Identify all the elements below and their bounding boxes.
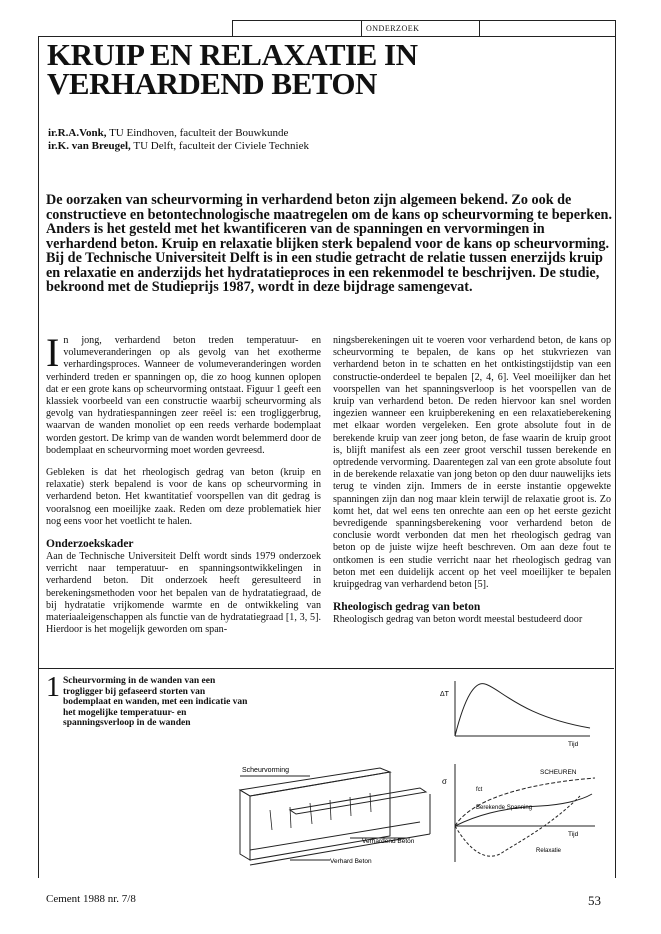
temperature-stress-graphs: [440, 676, 610, 866]
paragraph-text: n jong, verhardend beton treden temperatuur- en volumeveranderingen op als gevolg van het exotherme verhardingsproces. Wanneer de volumeveranderingen worden verhinderd treden er spanningen op, die zo hoog kunnen oplopen dat er een grote kans op scheurvorming ontstaat. Figuur 1 geeft een klassiek voorbeeld van een constructie waarbij scheurvorming als gevolg van hydratiespanningen zeer reëel is: een trogliggerbrug, waarvan de wanden monoliet op een reeds verharde bodemplaat worden gestort. De krimp van de wanden wordt belemmerd door de bodemplaat en scheurvorming moet worden gevreesd.: [46, 335, 321, 456]
subheading: Rheologisch gedrag van beton: [333, 601, 481, 614]
journal-footer: Cement 1988 nr. 7/8: [46, 893, 136, 905]
label-verhard-beton: Verhard Beton: [330, 858, 372, 865]
header-cell: [480, 21, 615, 36]
author-1-name: ir.R.A.Vonk,: [48, 127, 107, 139]
body-column-right: [333, 335, 611, 636]
page-number: 53: [588, 893, 601, 908]
graph2-relaxatie: Relaxatie: [536, 848, 562, 854]
author-2-affiliation: TU Delft, faculteit der Civiele Techniek: [133, 140, 309, 152]
graph2-berekende: Berekende Spanning: [476, 805, 533, 811]
stress-graph: [442, 764, 595, 862]
body-paragraph: [46, 330, 321, 457]
label-scheurvorming: Scheurvorming: [242, 767, 290, 774]
title-line-2: VERHARDEND BETON: [47, 66, 377, 101]
author-block: [48, 127, 568, 153]
body-paragraph: Gebleken is dat het rheologisch gedrag van beton (kruip en relaxatie) sterk bepalend is voor de kans op scheurvorming in verhardend beton. Het kwantitatief voorspellen van dit gedrag is vooralsnog een moeilijke zaak. Reden om deze problematiek hier nog eens voor het voetlicht te halen.: [46, 467, 321, 527]
title-line-1: KRUIP EN RELAXATIE IN: [47, 37, 418, 72]
drop-cap: I: [46, 330, 60, 375]
author-2-name: ir.K. van Breugel,: [48, 140, 131, 152]
label-verhardend-beton: Verhardend Beton: [362, 838, 415, 845]
section-label: ONDERZOEK: [362, 21, 480, 36]
body-paragraph: ningsberekeningen uit te voeren voor verhardend beton, de kans op scheurvorming te bepalen, de kans op het stukvriezen van verhardend beton in te schatten en het ontkistingstijdstip van een constructie-onderdeel te bepalen [2, 4, 6]. Veel moeilijker dan het voorspellen van het spanningsverloop is het voorspellen van de kruip van verhardend beton. De reden hiervoor kan snel worden ingezien wanneer een kruipberekening en een relaxatieberekening met elkaar worden vergeleken. Een grote absolute fout in de berekende kruip van zeer jong beton, de fase waarin de kruip groot is, blijft manifest als een zeer groot verschil tussen berekende en optredende vervorming. Daarentegen zal van een grote absolute fout in de berekende relaxatie van jong beton op den duur nauwelijks iets terug te vinden zijn. Immers de in eerste instantie opgewekte spanningen zijn dan nog maar klein terwijl de relaxatie groot is. Zo komt het, dat wel eens ten onrechte aan een op het eerste gezicht bevredigende spanningsberekening voor verhardend beton de conclusie wordt verbonden dat men het rheologisch gedrag van beton op de juiste wijze heeft beschreven. Om aan deze fout te ontkomen is een studie verricht naar het rheologisch gedrag van beton met een duidelijk accent op het veel moeilijker te bepalen kruipgedrag van verhardend beton [5].: [333, 335, 611, 591]
body-paragraph: Aan de Technische Universiteit Delft wordt sinds 1979 onderzoek verricht naar temperatuur- en spanningsontwikkelingen in verhardend beton. Dit onderzoek heeft geresulteerd in berekeningsmethoden voor het bepalen van de hydratatiegraad, de bij hydratatie vrijkomende warmte en de ontwikkeling van materiaaleigenschappen als functie van de hydratatiegraad [1, 3, 5]. Hierdoor is het mogelijk geworden om span-: [46, 551, 321, 636]
temperature-curve: [455, 684, 590, 736]
fct-curve: [455, 778, 595, 826]
author-2: [48, 140, 568, 153]
body-paragraph: Rheologisch gedrag van beton wordt meestal bestudeerd door: [333, 614, 583, 626]
graph2-ylabel: σ: [442, 777, 447, 786]
graph2-fct: fct: [476, 787, 483, 793]
figure-caption: Scheurvorming in de wanden van een trogligger bij gefaseerd storten van bodemplaat en wanden, met een indicatie van het mogelijke temperatuur- en spanningsverloop in de wanden: [63, 676, 248, 728]
subheading: Onderzoekskader: [46, 538, 134, 551]
graph1-xlabel: Tijd: [568, 741, 579, 748]
author-1: [48, 127, 568, 140]
trough-girder-drawing: [230, 750, 440, 875]
body-column-left: [46, 330, 321, 646]
graph2-xlabel: Tijd: [568, 831, 579, 838]
section-header-bar: [232, 20, 616, 37]
graph2-scheuren: SCHEUREN: [540, 769, 577, 776]
graph1-ylabel: ΔT: [440, 691, 449, 698]
temperature-graph: [440, 681, 590, 748]
article-title: [47, 37, 607, 101]
wall-end-face: [240, 790, 250, 860]
author-1-affiliation: TU Eindhoven, faculteit der Bouwkunde: [109, 127, 289, 139]
figure-number: 1: [46, 672, 60, 703]
header-cell: [233, 21, 362, 36]
lead-paragraph: De oorzaken van scheurvorming in verhardend beton zijn algemeen bekend. Zo ook de constructieve en betontechnologische maatregelen om de kans op scheurvorming te beperken. Anders is het gesteld met het kwantificeren van de spanningen en vervormingen in verhardend beton. Kruip en relaxatie blijken sterk bepalend voor de kans op scheurvorming. Bij de Technische Universiteit Delft is in een studie getracht de relatie tussen enerzijds kruip en relaxatie en anderzijds het hydratatieproces in een rekenmodel te beschrijven. De studie, bekroond met de Studieprijs 1987, wordt in deze bijdrage samengevat.: [46, 192, 612, 295]
